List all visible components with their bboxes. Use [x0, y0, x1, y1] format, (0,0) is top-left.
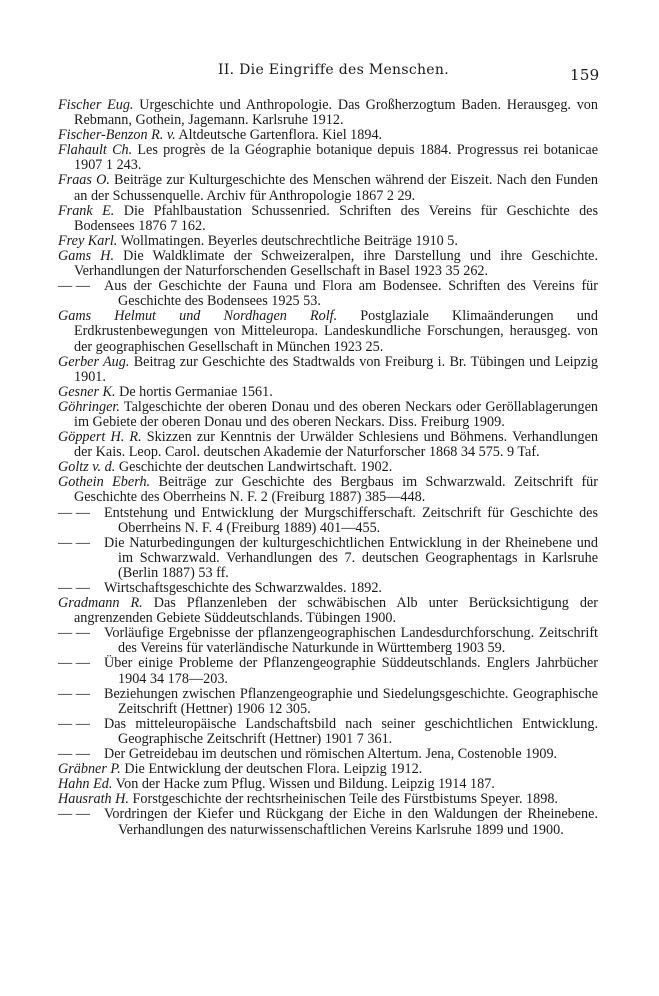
- ditto-mark: — —: [58, 685, 90, 702]
- chapter-title: II. Die Eingriffe des Menschen.: [218, 62, 449, 78]
- bibliography-entry: [58, 687, 598, 717]
- entry-text: Altdeutsche Gartenflora. Kiel 1894.: [175, 127, 383, 144]
- bibliography-entry: [58, 717, 598, 747]
- entry-author: Gesner K.: [58, 383, 116, 400]
- bibliography-entry: [58, 128, 598, 143]
- bibliography-entry: [58, 506, 598, 536]
- entry-text: Die Waldklimate der Schweizeralpen, ihre Darstellung und ihre Geschichte. Verhandlungen der Naturforschenden Gesellschaft in Basel 1923 35 262.: [74, 247, 598, 280]
- entry-author: Gams H.: [58, 247, 115, 264]
- bibliography-entry: [58, 249, 598, 279]
- entry-text: Forstgeschichte der rechtsrheinischen Teile des Fürstbistums Speyer. 1898.: [128, 791, 558, 808]
- entry-text: Das mitteleuropäische Landschaftsbild nach seiner geschichtlichen Entwicklung. Geographische Zeitschrift (Hettner) 1901 7 361.: [104, 715, 598, 747]
- bibliography-entry: [58, 762, 598, 777]
- running-header: [0, 62, 659, 84]
- entry-text: Wirtschaftsgeschichte des Schwarzwaldes. 1892.: [104, 580, 382, 596]
- entry-text: Vordringen der Kiefer und Rückgang der Eiche in den Waldungen der Rheinebene. Verhandlungen des naturwissenschaftlichen Vereins Karlsruhe 1899 und 1900.: [104, 806, 598, 838]
- bibliography-entry: [58, 536, 598, 581]
- bibliography-list: [58, 98, 598, 838]
- entry-author: Fischer Eug.: [58, 97, 134, 113]
- ditto-mark: — —: [58, 746, 90, 763]
- entry-author: Fischer-Benzon R. v.: [58, 127, 176, 144]
- bibliography-entry: [58, 596, 598, 626]
- entry-text: Postglaziale Klimaänderungen und Erdkrustenbewegungen von Mitteleuropa. Landeskundliche Forschungen, herausgeg. von der geographischen Gesellschaft in München 1923 25.: [74, 308, 598, 355]
- entry-author: Frank E.: [58, 202, 115, 219]
- entry-text: Beitrag zur Geschichte des Stadtwalds von Freiburg i. Br. Tübingen und Leipzig 1901.: [74, 353, 598, 385]
- entry-author: Gothein Eberh.: [58, 474, 151, 491]
- bibliography-entry: [58, 173, 598, 203]
- entry-text: Vorläufige Ergebnisse der pflanzengeographischen Landesdurchforschung. Zeitschrift des Vereins für vaterländische Naturkunde in Württemberg 1903 59.: [104, 625, 598, 657]
- entry-text: Die Entwicklung der deutschen Flora. Leipzig 1912.: [120, 761, 423, 778]
- ditto-mark: — —: [58, 504, 90, 521]
- bibliography-entry: [58, 807, 598, 837]
- entry-author: Hahn Ed.: [58, 776, 113, 793]
- entry-author: Gradmann R.: [58, 595, 143, 612]
- ditto-mark: — —: [58, 278, 90, 295]
- page-number: 159: [570, 66, 600, 84]
- bibliography-entry: [58, 355, 598, 385]
- entry-author: Flahault Ch.: [58, 142, 133, 159]
- entry-author: Gerber Aug.: [58, 353, 130, 370]
- bibliography-entry: [58, 747, 598, 762]
- bibliography-entry: [58, 626, 598, 656]
- entry-text: Entstehung und Entwicklung der Murgschifferschaft. Zeitschrift für Geschichte des Oberrheins N. F. 4 (Freiburg 1889) 401—455.: [104, 504, 598, 536]
- bibliography-entry: [58, 475, 598, 505]
- entry-text: Von der Hacke zum Pflug. Wissen und Bildung. Leipzig 1914 187.: [112, 776, 495, 793]
- bibliography-entry: [58, 656, 598, 686]
- entry-text: De hortis Germaniae 1561.: [115, 383, 273, 400]
- entry-text: Beiträge zur Geschichte des Bergbaus im Schwarzwald. Zeitschrift für Geschichte des Oberrheins N. F. 2 (Freiburg 1887) 385—448.: [74, 474, 598, 506]
- entry-author: Frey Karl.: [58, 232, 118, 249]
- bibliography-entry: [58, 204, 598, 234]
- ditto-mark: — —: [58, 534, 90, 551]
- entry-author: Göppert H. R.: [58, 429, 142, 446]
- ditto-mark: — —: [58, 806, 90, 823]
- bibliography-entry: [58, 143, 598, 173]
- entry-text: Wollmatingen. Beyerles deutschrechtliche Beiträge 1910 5.: [117, 232, 458, 249]
- entry-author: Gams Helmut und Nordhagen Rolf.: [58, 308, 338, 325]
- entry-text: Die Naturbedingungen der kulturgeschichtlichen Entwicklung in der Rheinebene und im Schwarzwald. Verhandlungen des 7. deutschen Geographentags in Karlsruhe (Berlin 1887) 53 ff.: [104, 534, 598, 581]
- entry-text: Beziehungen zwischen Pflanzengeographie und Siedelungsgeschichte. Geographische Zeitschrift (Hettner) 1906 12 305.: [104, 685, 598, 717]
- ditto-mark: — —: [58, 715, 90, 732]
- entry-text: Les progrès de la Géographie botanique depuis 1884. Progressus rei botanicae 1907 1 243.: [74, 142, 598, 174]
- bibliography-entry: [58, 234, 598, 249]
- bibliography-entry: [58, 430, 598, 460]
- bibliography-entry: [58, 400, 598, 430]
- bibliography-entry: [58, 777, 598, 792]
- entry-author: Goltz v. d.: [58, 459, 116, 476]
- entry-author: Fraas O.: [58, 172, 110, 189]
- entry-text: Urgeschichte und Anthropologie. Das Großherzogtum Baden. Herausgeg. von Rebmann, Gothein, Jagemann. Karlsruhe 1912.: [74, 97, 598, 129]
- bibliography-entry: [58, 309, 598, 354]
- entry-text: Aus der Geschichte der Fauna und Flora am Bodensee. Schriften des Vereins für Geschichte des Bodensees 1925 53.: [104, 278, 598, 310]
- entry-author: Göhringer.: [58, 398, 120, 415]
- entry-text: Das Pflanzenleben der schwäbischen Alb unter Berücksichtigung der angrenzenden Gebiete Süddeutschlands. Tübingen 1900.: [74, 595, 598, 627]
- ditto-mark: — —: [58, 655, 90, 672]
- entry-text: Skizzen zur Kenntnis der Urwälder Schlesiens und Böhmens. Verhandlungen der Kais. Leop. Carol. deutschen Akademie der Naturforscher 1868 34 575. 9 Taf.: [74, 429, 598, 461]
- entry-text: Der Getreidebau im deutschen und römischen Altertum. Jena, Costenoble 1909.: [104, 746, 558, 763]
- bibliography-entry: [58, 98, 598, 128]
- entry-text: Beiträge zur Kulturgeschichte des Menschen während der Eiszeit. Nach den Funden an der Schussenquelle. Archiv für Anthropologie 1867 2 29.: [74, 172, 598, 204]
- bibliography-entry: [58, 792, 598, 807]
- bibliography-entry: [58, 279, 598, 309]
- entry-text: Geschichte der deutschen Landwirtschaft. 1902.: [115, 459, 393, 476]
- entry-text: Die Pfahlbaustation Schussenried. Schriften des Vereins für Geschichte des Bodensees 1876 7 162.: [74, 202, 598, 234]
- bibliography-entry: [58, 385, 598, 400]
- bibliography-entry: [58, 460, 598, 475]
- entry-author: Gräbner P.: [58, 761, 121, 778]
- bibliography-entry: [58, 581, 598, 596]
- ditto-mark: — —: [58, 580, 90, 596]
- entry-text: Talgeschichte der oberen Donau und des oberen Neckars oder Geröllablagerungen im Gebiete der oberen Donau und des oberen Neckars. Diss. Freiburg 1909.: [74, 398, 598, 430]
- entry-text: Über einige Probleme der Pflanzengeographie Süddeutschlands. Englers Jahrbücher 1904 34 178—203.: [104, 655, 598, 687]
- ditto-mark: — —: [58, 625, 90, 642]
- entry-author: Hausrath H.: [58, 791, 129, 808]
